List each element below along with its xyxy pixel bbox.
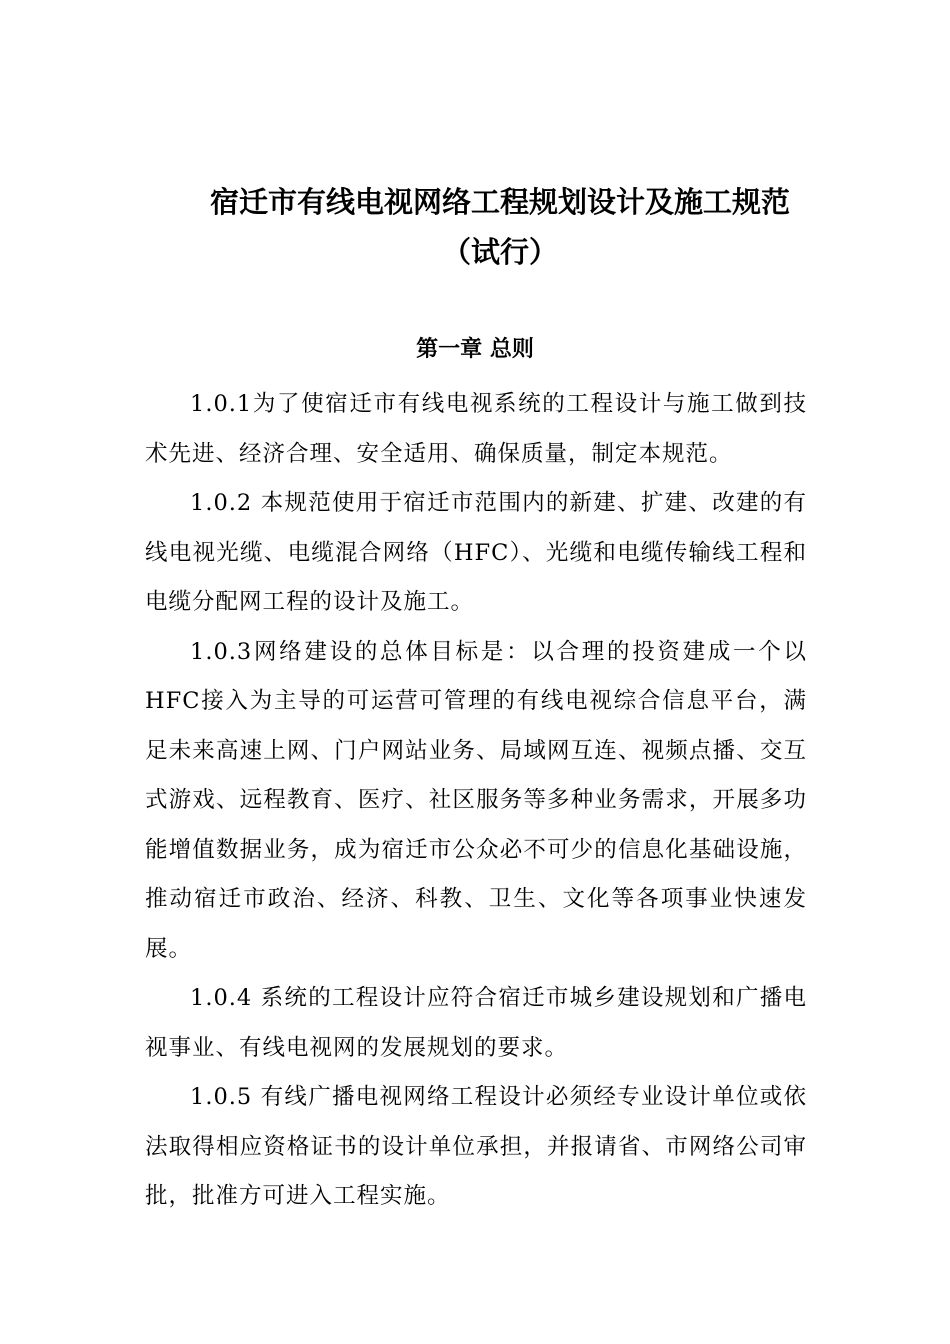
clause-1-0-1: 1.0.1为了使宿迁市有线电视系统的工程设计与施工做到技术先进、经济合理、安全适用、确保质量，制定本规范。 bbox=[145, 391, 807, 467]
chapter-heading: 第一章 总则 bbox=[416, 337, 534, 362]
document-subtitle: （试行） bbox=[441, 235, 558, 269]
clause-1-0-2: 1.0.2 本规范使用于宿迁市范围内的新建、扩建、改建的有线电视光缆、电缆混合网络（HFC）、光缆和电缆传输线工程和电缆分配网工程的设计及施工。 bbox=[145, 490, 807, 615]
clause-1-0-4: 1.0.4 系统的工程设计应符合宿迁市城乡建设规划和广播电视事业、有线电视网的发展规划的要求。 bbox=[145, 985, 807, 1061]
clause-1-0-3: 1.0.3网络建设的总体目标是：以合理的投资建成一个以HFC接入为主导的可运营可管理的有线电视综合信息平台，满足未来高速上网、门户网站业务、局域网互连、视频点播、交互式游戏、远程教育、医疗、社区服务等多种业务需求，开展多功能增值数据业务，成为宿迁市公众必不可少的信息化基础设施，推动宿迁市政治、经济、科教、卫生、文化等各项事业快速发展。 bbox=[145, 638, 807, 962]
clause-1-0-5: 1.0.5 有线广播电视网络工程设计必须经专业设计单位或依法取得相应资格证书的设计单位承担，并报请省、市网络公司审批，批准方可进入工程实施。 bbox=[145, 1084, 807, 1209]
document-title: 宿迁市有线电视网络工程规划设计及施工规范 bbox=[209, 185, 790, 219]
chapter-body bbox=[145, 380, 807, 1222]
